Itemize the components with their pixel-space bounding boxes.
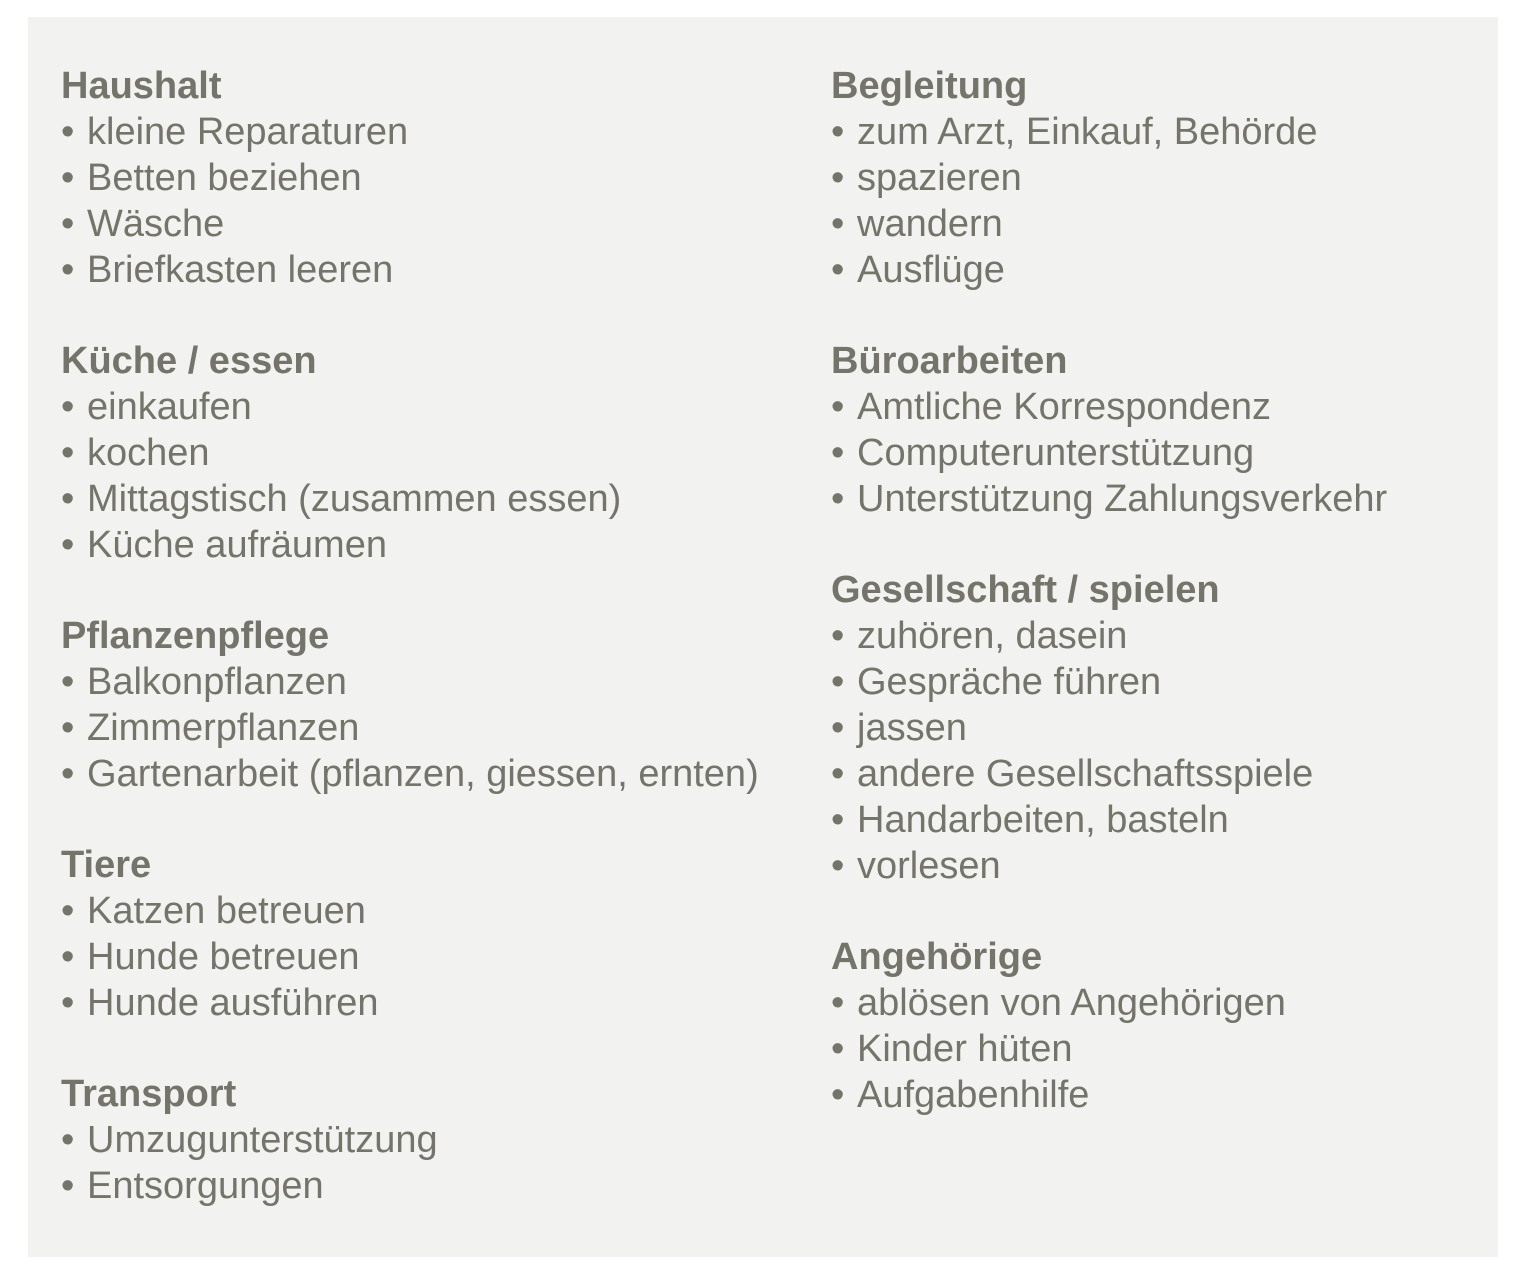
section-angehoerige [831, 934, 1481, 1118]
item-list [831, 980, 1481, 1118]
item-text: Balkonpflanzen [87, 661, 347, 703]
bullet-icon: • [61, 707, 75, 749]
item-text: zum Arzt, Einkauf, Behörde [857, 111, 1318, 153]
item-text: Mittagstisch (zusammen essen) [87, 478, 622, 520]
item-text: jassen [857, 707, 967, 749]
section-gesellschaft-spielen [831, 567, 1481, 889]
item-list [831, 613, 1481, 889]
bullet-icon: • [61, 386, 75, 428]
bullet-icon: • [831, 203, 845, 245]
item-text: Briefkasten leeren [87, 249, 394, 291]
item-text: Handarbeiten, basteln [857, 799, 1229, 841]
item-text: Gartenarbeit (pflanzen, giessen, ernten) [87, 753, 759, 795]
item-text: Betten beziehen [87, 157, 362, 199]
section-pflanzenpflege [61, 613, 801, 797]
list-item [61, 201, 801, 247]
list-item [61, 384, 801, 430]
item-text: kochen [87, 432, 210, 474]
item-text: Gespräche führen [857, 661, 1162, 703]
item-text: Zimmerpflanzen [87, 707, 360, 749]
item-text: ablösen von Angehörigen [857, 982, 1286, 1024]
list-item [61, 659, 801, 705]
item-list [61, 1117, 801, 1209]
section-haushalt [61, 63, 801, 293]
list-item [831, 247, 1481, 293]
left-column [61, 63, 801, 1254]
item-text: vorlesen [857, 845, 1001, 887]
bullet-icon: • [61, 1165, 75, 1207]
section-bueroarbeiten [831, 338, 1481, 522]
section-title: Pflanzenpflege [61, 615, 330, 657]
item-text: Entsorgungen [87, 1165, 324, 1207]
list-item [61, 430, 801, 476]
item-text: zuhören, dasein [857, 615, 1128, 657]
bullet-icon: • [61, 249, 75, 291]
bullet-icon: • [831, 1028, 845, 1070]
item-text: Hunde betreuen [87, 936, 360, 978]
list-item [61, 1163, 801, 1209]
bullet-icon: • [831, 753, 845, 795]
list-item [61, 980, 801, 1026]
item-text: spazieren [857, 157, 1022, 199]
item-text: Kinder hüten [857, 1028, 1073, 1070]
bullet-icon: • [61, 661, 75, 703]
services-panel [28, 17, 1498, 1257]
list-item [61, 155, 801, 201]
bullet-icon: • [831, 111, 845, 153]
bullet-icon: • [831, 845, 845, 887]
bullet-icon: • [61, 982, 75, 1024]
section-title: Haushalt [61, 65, 222, 107]
item-text: andere Gesellschaftsspiele [857, 753, 1314, 795]
list-item [831, 109, 1481, 155]
list-item [831, 659, 1481, 705]
right-column [831, 63, 1481, 1163]
section-kueche-essen [61, 338, 801, 568]
list-item [61, 247, 801, 293]
item-list [61, 659, 801, 797]
section-title: Gesellschaft / spielen [831, 569, 1220, 611]
list-item [831, 843, 1481, 889]
item-text: Umzugunterstützung [87, 1119, 438, 1161]
bullet-icon: • [831, 707, 845, 749]
list-item [61, 522, 801, 568]
item-list [61, 384, 801, 568]
section-title: Büroarbeiten [831, 340, 1068, 382]
item-text: einkaufen [87, 386, 252, 428]
list-item [61, 476, 801, 522]
list-item [831, 613, 1481, 659]
item-text: Amtliche Korrespondenz [857, 386, 1271, 428]
bullet-icon: • [831, 799, 845, 841]
item-text: wandern [857, 203, 1003, 245]
bullet-icon: • [831, 982, 845, 1024]
list-item [61, 888, 801, 934]
item-text: Katzen betreuen [87, 890, 366, 932]
item-text: Wäsche [87, 203, 225, 245]
section-title: Angehörige [831, 936, 1043, 978]
section-title: Transport [61, 1073, 237, 1115]
list-item [831, 1072, 1481, 1118]
item-text: Aufgabenhilfe [857, 1074, 1090, 1116]
bullet-icon: • [61, 478, 75, 520]
bullet-icon: • [61, 157, 75, 199]
list-item [831, 797, 1481, 843]
bullet-icon: • [831, 249, 845, 291]
item-text: Unterstützung Zahlungsverkehr [857, 478, 1388, 520]
bullet-icon: • [831, 157, 845, 199]
bullet-icon: • [831, 1074, 845, 1116]
list-item [61, 109, 801, 155]
item-list [61, 109, 801, 293]
item-text: Hunde ausführen [87, 982, 379, 1024]
section-transport [61, 1071, 801, 1209]
bullet-icon: • [831, 432, 845, 474]
list-item [831, 384, 1481, 430]
item-text: kleine Reparaturen [87, 111, 409, 153]
bullet-icon: • [61, 111, 75, 153]
list-item [61, 1117, 801, 1163]
item-text: Computerunterstützung [857, 432, 1255, 474]
list-item [831, 751, 1481, 797]
bullet-icon: • [831, 478, 845, 520]
bullet-icon: • [831, 615, 845, 657]
bullet-icon: • [61, 524, 75, 566]
list-item [61, 705, 801, 751]
list-item [831, 476, 1481, 522]
bullet-icon: • [831, 386, 845, 428]
item-list [831, 384, 1481, 522]
list-item [831, 1026, 1481, 1072]
bullet-icon: • [61, 1119, 75, 1161]
item-text: Ausflüge [857, 249, 1005, 291]
list-item [831, 705, 1481, 751]
section-title: Tiere [61, 844, 152, 886]
section-title: Küche / essen [61, 340, 317, 382]
item-text: Küche aufräumen [87, 524, 387, 566]
section-title: Begleitung [831, 65, 1028, 107]
bullet-icon: • [831, 661, 845, 703]
bullet-icon: • [61, 432, 75, 474]
bullet-icon: • [61, 890, 75, 932]
section-begleitung [831, 63, 1481, 293]
list-item [831, 201, 1481, 247]
list-item [831, 155, 1481, 201]
list-item [831, 430, 1481, 476]
bullet-icon: • [61, 936, 75, 978]
list-item [61, 934, 801, 980]
bullet-icon: • [61, 203, 75, 245]
item-list [831, 109, 1481, 293]
list-item [831, 980, 1481, 1026]
item-list [61, 888, 801, 1026]
section-tiere [61, 842, 801, 1026]
bullet-icon: • [61, 753, 75, 795]
list-item [61, 751, 801, 797]
